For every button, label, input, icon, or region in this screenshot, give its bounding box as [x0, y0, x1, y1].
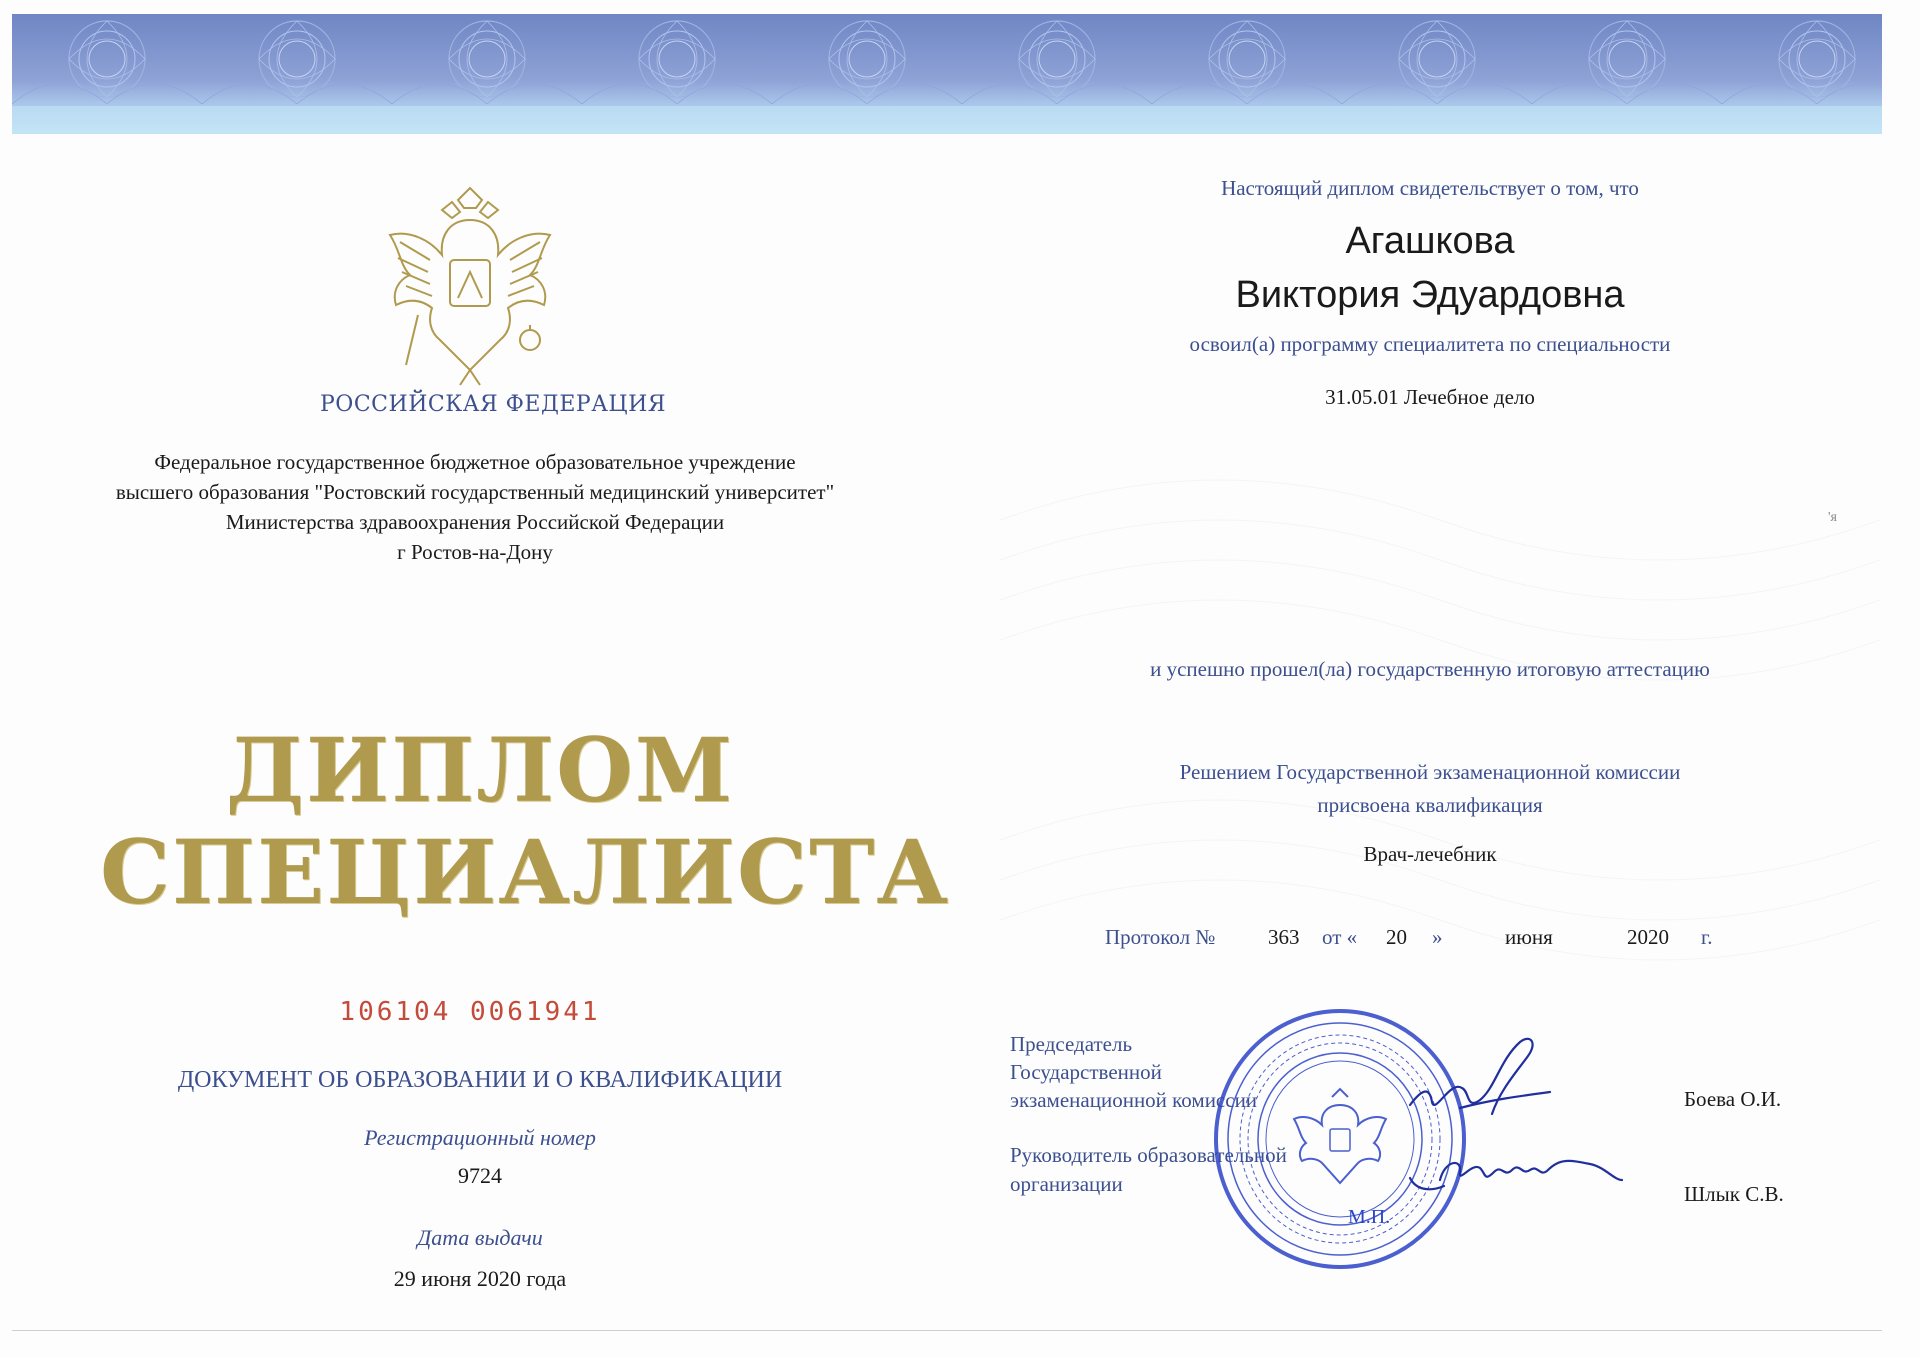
stamp-mark: М.П. [1348, 1206, 1391, 1228]
signature-icon [1400, 1030, 1630, 1210]
issue-date: 29 июня 2020 года [393, 1266, 567, 1291]
graduate-surname: Агашкова [1345, 220, 1515, 262]
protocol-close-quote: » [1432, 925, 1443, 949]
institution-line-1: Федеральное государственное бюджетное образовательное учреждение [154, 450, 796, 474]
chair-label-line-1: Председатель [1010, 1032, 1133, 1056]
chair-label-line-3: экзаменационной комиссии [1010, 1088, 1258, 1112]
registration-number-label: Регистрационный номер [364, 1125, 596, 1150]
diploma-title-line-1: ДИПЛОМ [225, 718, 735, 822]
head-name: Шлык С.В. [1684, 1182, 1784, 1206]
program-text: освоил(а) программу специалитета по специальности [1189, 332, 1671, 356]
protocol-day: 20 [1386, 925, 1407, 949]
institution-line-2: высшего образования "Ростовский государственный медицинский университет" [115, 480, 835, 504]
institution-line-4: г Ростов-на-Дону [397, 540, 553, 564]
protocol-number: 363 [1268, 925, 1300, 949]
serial-number: 106104 0061941 [339, 997, 601, 1027]
protocol-year: 2020 [1627, 925, 1669, 949]
decision-line-2: присвоена квалификация [1317, 793, 1543, 817]
institution-line-3: Министерства здравоохранения Российской Федерации [225, 510, 725, 534]
document-type: ДОКУМЕНТ ОБ ОБРАЗОВАНИИ И О КВАЛИФИКАЦИИ [177, 1067, 783, 1093]
chair-name: Боева О.И. [1684, 1087, 1782, 1111]
issue-date-label: Дата выдачи [417, 1225, 543, 1250]
diploma-title-line-2: СПЕЦИАЛИСТА [100, 820, 951, 924]
country-name: РОССИЙСКАЯ ФЕДЕРАЦИЯ [320, 392, 667, 417]
margin-mark: 'я [1828, 510, 1837, 525]
attestation-text: и успешно прошел(ла) государственную итоговую аттестацию [1150, 657, 1710, 681]
decision-line-1: Решением Государственной экзаменационной комиссии [1179, 760, 1681, 784]
protocol-from: от « [1322, 925, 1358, 949]
protocol-year-suffix: г. [1701, 925, 1713, 949]
qualification: Врач-лечебник [1363, 842, 1497, 866]
chair-label-line-2: Государственной [1010, 1060, 1162, 1084]
registration-number: 9724 [458, 1163, 502, 1188]
protocol-month: июня [1505, 925, 1553, 949]
decorative-guilloche-band [12, 14, 1882, 134]
protocol-label: Протокол № [1105, 925, 1216, 949]
coat-of-arms-icon [370, 180, 570, 395]
head-label-line-1: Руководитель образовательной [1010, 1143, 1287, 1167]
head-label-line-2: организации [1010, 1172, 1123, 1196]
specialty: 31.05.01 Лечебное дело [1325, 385, 1535, 409]
bottom-edge [12, 1330, 1882, 1331]
certifies-text: Настоящий диплом свидетельствует о том, что [1221, 176, 1639, 200]
guilloche-pattern [12, 14, 1882, 134]
graduate-given-names: Виктория Эдуардовна [1235, 274, 1625, 316]
